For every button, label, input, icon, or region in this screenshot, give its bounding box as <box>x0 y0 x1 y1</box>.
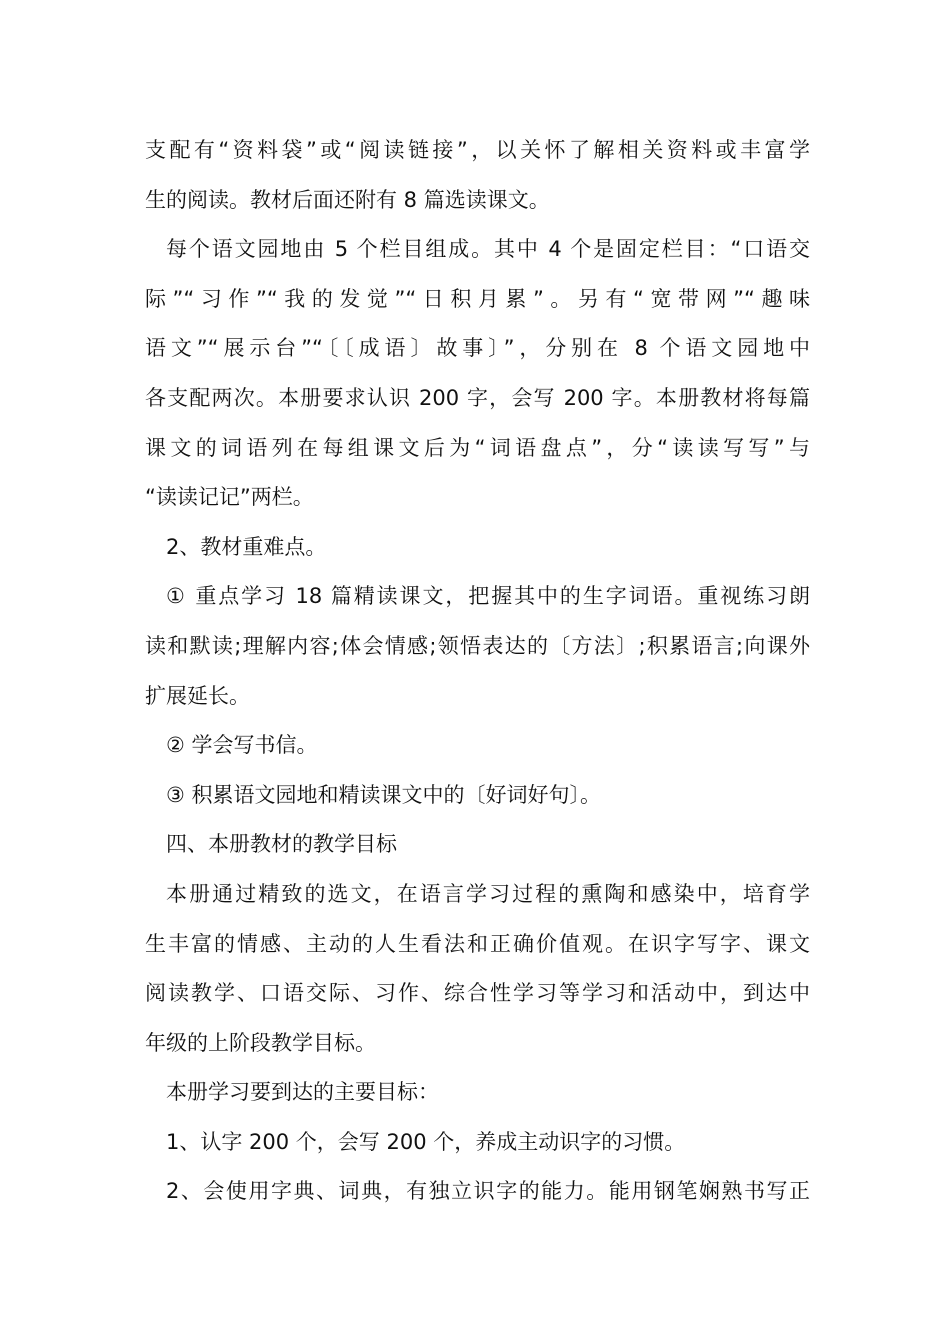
list-item-line: 2、会使用字典、词典，有独立识字的能力。能用钢笔娴熟书写正 <box>166 1179 810 1204</box>
paragraph-line: 生的阅读。教材后面还附有 8 篇选读课文。 <box>145 187 550 212</box>
list-item-line: 1、认字 200 个，会写 200 个，养成主动识字的习惯。 <box>166 1129 686 1154</box>
list-item-line: 读和默读;理解内容;体会情感;领悟表达的〔方法〕;积累语言;向课外 <box>145 633 810 658</box>
section-heading: 2、教材重难点。 <box>166 534 327 559</box>
paragraph-line: 课文的词语列在每组课文后为“词语盘点”，分“读读写写”与 <box>145 435 810 460</box>
section-heading: 四、本册教材的教学目标 <box>166 832 397 857</box>
document-body <box>145 126 810 1217</box>
paragraph-line: 本册学习要到达的主要目标： <box>166 1080 439 1105</box>
list-item-line: ② 学会写书信。 <box>166 733 318 758</box>
list-item-line: ① 重点学习 18 篇精读课文，把握其中的生字词语。重视练习朗 <box>166 584 810 609</box>
paragraph-line: 本册通过精致的选文，在语言学习过程的熏陶和感染中，培育学 <box>166 881 810 906</box>
paragraph-line: 阅读教学、口语交际、习作、综合性学习等学习和活动中，到达中 <box>145 981 810 1006</box>
paragraph-line: 语文”“展示台”“〔〔成语〕故事〕”，分别在 8 个语文园地中 <box>145 336 810 361</box>
paragraph-line: “读读记记”两栏。 <box>145 485 314 510</box>
paragraph-line: 支配有“资料袋”或“阅读链接”，以关怀了解相关资料或丰富学 <box>145 138 810 162</box>
list-item-line: 扩展延长。 <box>145 683 250 708</box>
paragraph-line: 际”“习作”“我的发觉”“日积月累”。另有“宽带网”“趣味 <box>145 286 810 311</box>
list-item-line: ③ 积累语文园地和精读课文中的〔好词好句〕。 <box>166 782 601 807</box>
paragraph-line: 每个语文园地由 5 个栏目组成。其中 4 个是固定栏目：“口语交 <box>166 237 810 262</box>
paragraph-line: 生丰富的情感、主动的人生看法和正确价值观。在识字写字、课文 <box>145 931 810 956</box>
paragraph-line: 各支配两次。本册要求认识 200 字，会写 200 字。本册教材将每篇 <box>145 385 810 410</box>
paragraph-line: 年级的上阶段教学目标。 <box>145 1030 376 1055</box>
